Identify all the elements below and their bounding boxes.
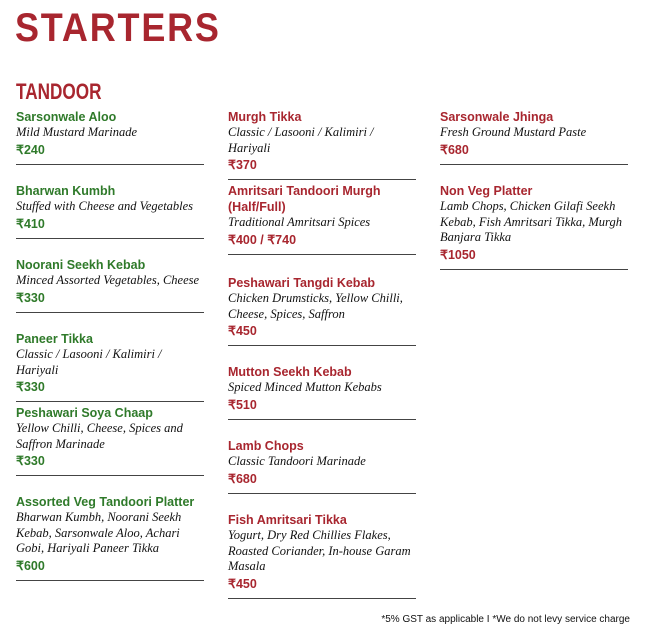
menu-item <box>228 512 418 599</box>
item-price: ₹330 <box>16 290 45 305</box>
item-name: Bharwan Kumbh <box>16 184 116 198</box>
item-description: Bharwan Kumbh, Noorani Seekh Kebab, Sarsonwale Aloo, Achari Gobi, Hariyali Paneer Tikka <box>16 510 182 555</box>
section-heading-tandoor: TANDOOR <box>16 79 102 104</box>
item-price: ₹240 <box>16 142 45 157</box>
item-name: Murgh Tikka <box>228 110 302 124</box>
menu-item <box>16 331 206 402</box>
item-name: Amritsari Tandoori Murgh (Half/Full) <box>228 184 381 214</box>
divider <box>16 238 204 239</box>
item-name: Sarsonwale Jhinga <box>440 110 554 124</box>
item-price: ₹330 <box>16 380 45 394</box>
item-price: ₹680 <box>440 142 469 157</box>
item-description: Lamb Chops, Chicken Gilafi Seekh Kebab, Fish Amritsari Tikka, Murgh Banjara Tikka <box>440 199 622 244</box>
item-name: Mutton Seekh Kebab <box>228 365 352 379</box>
item-name: Non Veg Platter <box>440 184 533 198</box>
menu-item <box>440 109 630 165</box>
item-description: Fresh Ground Mustard Paste <box>440 125 587 139</box>
menu-item <box>228 275 418 346</box>
item-description: Yellow Chilli, Cheese, Spices and Saffron Marinade <box>16 421 183 451</box>
item-description: Chicken Drumsticks, Yellow Chilli, Cheese, Spices, Saffron <box>228 291 403 321</box>
divider <box>16 475 204 476</box>
divider <box>228 254 416 255</box>
page-title: STARTERS <box>15 6 221 50</box>
menu-item <box>228 183 388 255</box>
divider <box>228 493 416 494</box>
divider <box>440 164 628 165</box>
divider <box>228 419 416 420</box>
menu-item <box>440 183 630 270</box>
menu-item <box>16 494 206 581</box>
menu-item <box>228 438 418 494</box>
menu-item <box>228 364 418 420</box>
menu-item <box>16 109 206 165</box>
item-name: Peshawari Tangdi Kebab <box>228 276 376 290</box>
divider <box>16 580 204 581</box>
divider <box>16 401 204 402</box>
item-name: Noorani Seekh Kebab <box>16 258 146 272</box>
item-price: ₹1050 <box>440 247 476 262</box>
item-description: Yogurt, Dry Red Chillies Flakes, Roasted Coriander, In-house Garam Masala <box>228 528 411 573</box>
divider <box>16 164 204 165</box>
divider <box>228 598 416 599</box>
menu-item <box>16 405 206 476</box>
item-description: Classic Tandoori Marinade <box>228 454 366 468</box>
item-price: ₹400 / ₹740 <box>228 232 297 247</box>
divider <box>16 312 204 313</box>
item-name: Paneer Tikka <box>16 332 93 346</box>
menu-item <box>16 257 206 313</box>
divider <box>228 345 416 346</box>
item-price: ₹450 <box>228 576 257 591</box>
menu-item <box>16 183 206 239</box>
item-description: Classic / Lasooni / Kalimiri / Hariyali <box>228 125 374 155</box>
item-description: Mild Mustard Marinade <box>16 125 138 139</box>
tax-footnote: *5% GST as applicable I *We do not levy service charge <box>381 614 630 625</box>
divider <box>228 179 416 180</box>
item-price: ₹450 <box>228 324 257 338</box>
item-description: Minced Assorted Vegetables, Cheese <box>16 273 200 287</box>
item-description: Stuffed with Cheese and Vegetables <box>16 199 194 213</box>
item-name: Assorted Veg Tandoori Platter <box>16 495 195 509</box>
item-price: ₹330 <box>16 454 45 468</box>
item-name: Fish Amritsari Tikka <box>228 513 347 527</box>
item-name: Peshawari Soya Chaap <box>16 406 153 420</box>
item-price: ₹680 <box>228 471 257 486</box>
item-name: Sarsonwale Aloo <box>16 110 117 124</box>
item-price: ₹370 <box>228 158 257 172</box>
item-price: ₹410 <box>16 216 45 231</box>
item-price: ₹510 <box>228 397 257 412</box>
divider <box>440 269 628 270</box>
item-description: Spiced Minced Mutton Kebabs <box>228 380 382 394</box>
item-price: ₹600 <box>16 558 45 573</box>
item-description: Traditional Amritsari Spices <box>228 215 371 229</box>
item-description: Classic / Lasooni / Kalimiri / Hariyali <box>16 347 162 377</box>
menu-item <box>228 109 418 180</box>
item-name: Lamb Chops <box>228 439 304 453</box>
